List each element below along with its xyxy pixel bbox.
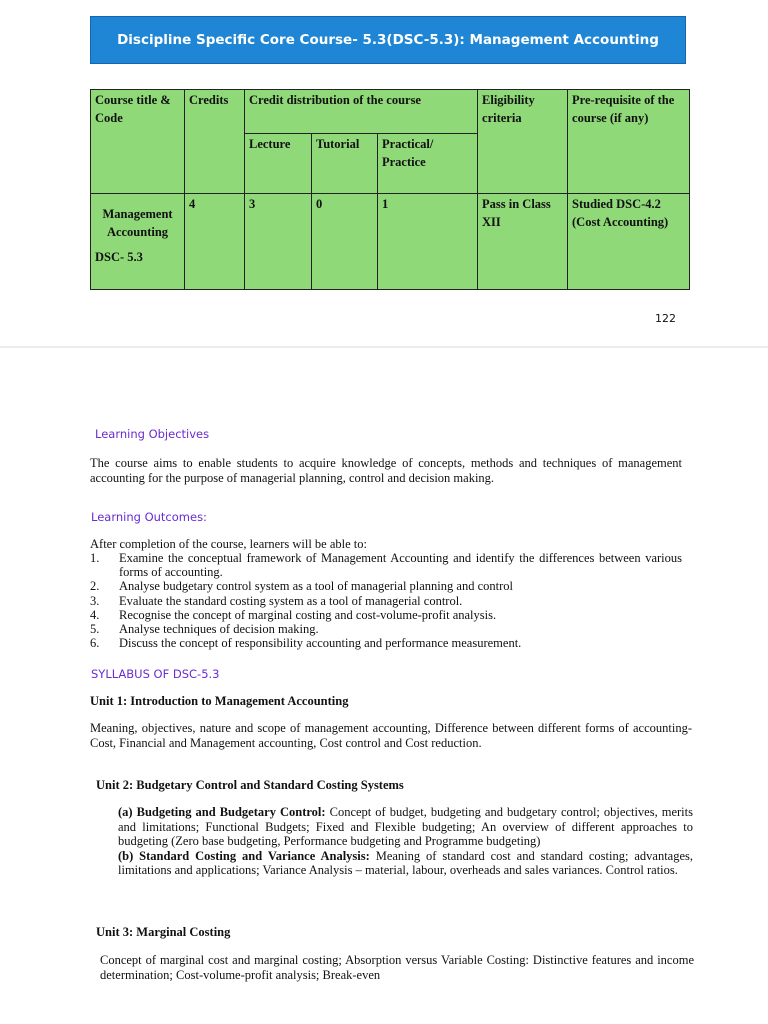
course-name: Management Accounting <box>102 207 173 239</box>
list-item: 5. Analyse techniques of decision making. <box>90 622 319 637</box>
unit2-title: Unit 2: Budgetary Control and Standard Costing Systems <box>96 778 404 792</box>
list-item: 4. Recognise the concept of marginal costing and cost-volume-profit analysis. <box>90 607 497 622</box>
credit-distribution-table <box>90 89 690 290</box>
learning-outcomes-heading: Learning Outcomes: <box>91 510 207 524</box>
list-item: 2. Analyse budgetary control system as a tool of managerial planning and control <box>90 579 513 594</box>
list-item: 1. Examine the conceptual framework of Management Accounting and identify the differences between various forms of accounting. <box>90 551 682 580</box>
tutorial-value: 0 <box>312 194 378 290</box>
unit3-title: Unit 3: Marginal Costing <box>96 925 231 939</box>
unit2-subsections <box>118 805 693 878</box>
lecture-value: 3 <box>245 194 312 290</box>
header-credit-distribution: Credit distribution of the course <box>245 90 478 134</box>
header-tutorial: Tutorial <box>312 134 378 194</box>
prerequisite-value: Studied DSC-4.2 (Cost Accounting) <box>568 194 690 290</box>
credits-value: 4 <box>185 194 245 290</box>
header-lecture: Lecture <box>245 134 312 194</box>
header-eligibility: Eligibility criteria <box>478 90 568 194</box>
learning-outcomes-list <box>90 551 682 650</box>
list-item: 3. Evaluate the standard costing system as a tool of managerial control. <box>90 593 463 608</box>
learning-objectives-text: The course aims to enable students to acquire knowledge of concepts, methods and techniques of management accounting for the purpose of managerial planning, control and decision making. <box>90 456 682 485</box>
list-item: 6. Discuss the concept of responsibility accounting and performance measurement. <box>90 636 522 651</box>
course-name-cell <box>91 194 185 290</box>
unit1-text: Meaning, objectives, nature and scope of management accounting, Difference between different forms of accounting- Cost, Financial and Management accounting, Cost control and Cost reduction. <box>90 721 692 750</box>
unit2-b-text: Meaning of standard cost and standard costing; advantages, limitations and applications; Variance Analysis – material, labour, overheads and sales variances. Control ratios. <box>118 848 694 877</box>
header-prerequisite: Pre-requisite of the course (if any) <box>568 90 690 194</box>
header-course-title: Course title & Code <box>91 90 185 194</box>
unit2-a-label: (a) Budgeting and Budgetary Control: <box>118 805 326 819</box>
syllabus-heading: SYLLABUS OF DSC-5.3 <box>91 667 220 681</box>
course-code: DSC- 5.3 <box>95 250 143 264</box>
learning-outcomes-intro: After completion of the course, learners will be able to: <box>90 537 367 551</box>
unit2-a-text: Concept of budget, budgeting and budgetary control; objectives, merits and limitations; Functional Budgets; Fixed and Flexible budgeting; An overview of different approaches to budgeting (Zero base budgeting, Performance budgeting and Programme budgeting) <box>118 805 693 848</box>
header-practical: Practical/ Practice <box>378 134 478 194</box>
page-number: 122 <box>655 312 676 325</box>
unit1-title: Unit 1: Introduction to Management Accounting <box>90 694 349 708</box>
practical-value: 1 <box>378 194 478 290</box>
header-credits: Credits <box>185 90 245 194</box>
eligibility-value: Pass in Class XII <box>478 194 568 290</box>
learning-objectives-heading: Learning Objectives <box>95 427 210 441</box>
unit3-text: Concept of marginal cost and marginal costing; Absorption versus Variable Costing: Distinctive features and income determination; Cost-volume-profit analysis; Break-even <box>100 953 694 982</box>
course-title-banner: Discipline Specific Core Course- 5.3(DSC-5.3): Management Accounting <box>90 16 686 64</box>
page-separator <box>0 346 768 348</box>
unit2-b-label: (b) Standard Costing and Variance Analysis: <box>118 848 370 863</box>
